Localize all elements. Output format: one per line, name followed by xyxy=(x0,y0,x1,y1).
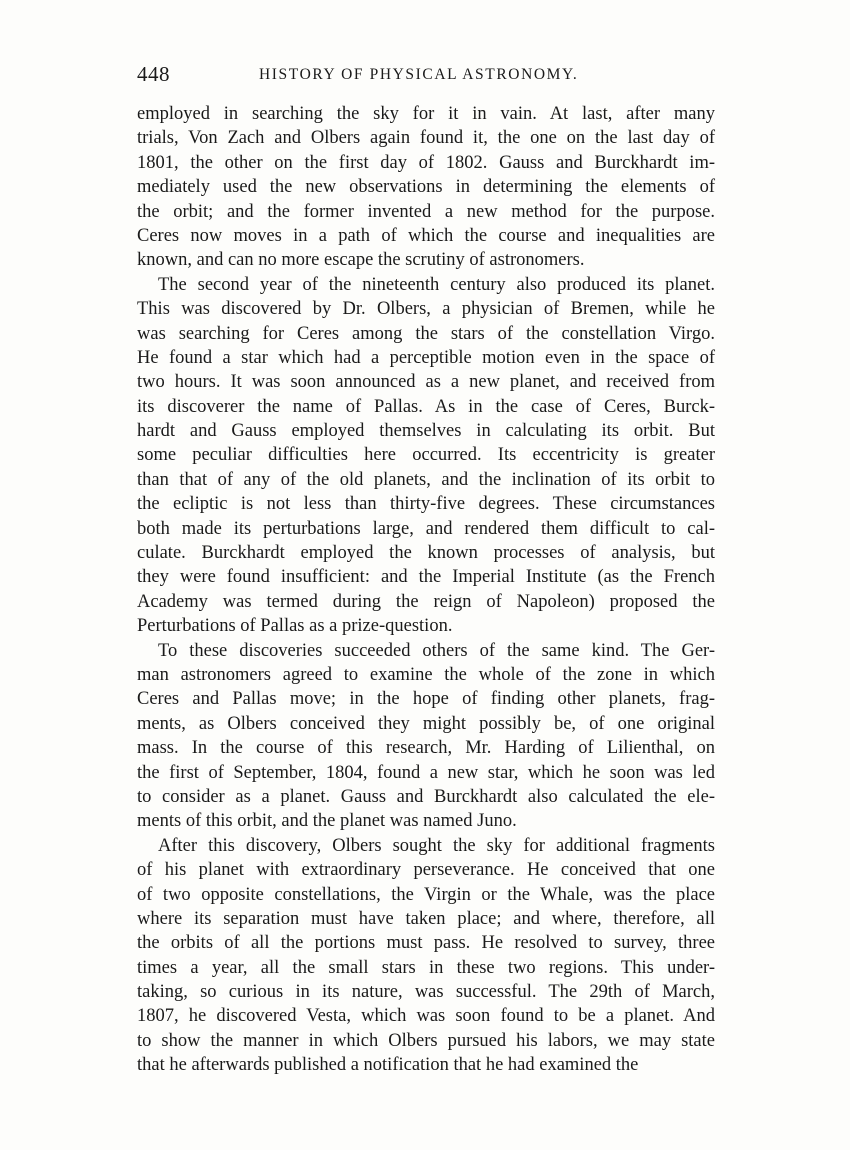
text-line: to consider as a planet. Gauss and Burckhardt also calculated the ele- xyxy=(137,786,715,807)
text-line: 1807, he discovered Vesta, which was soon found to be a planet. And xyxy=(137,1006,715,1027)
text-line: He found a star which had a perceptible motion even in the space of xyxy=(137,347,715,368)
text-line: ments, as Olbers conceived they might possibly be, of one original xyxy=(137,713,715,734)
text-line: The second year of the nineteenth century also produced its planet. xyxy=(158,274,715,295)
text-line: of his planet with extraordinary perseverance. He conceived that one xyxy=(137,860,715,881)
page-number: 448 xyxy=(137,62,170,86)
text-line: 1801, the other on the first day of 1802. Gauss and Burckhardt im- xyxy=(137,152,715,173)
paragraph xyxy=(137,273,715,639)
paragraph xyxy=(137,102,715,273)
body-text xyxy=(137,102,715,1078)
paragraph xyxy=(137,639,715,834)
text-line: This was discovered by Dr. Olbers, a physician of Bremen, while he xyxy=(137,299,715,320)
text-line: Perturbations of Pallas as a prize-question. xyxy=(137,616,453,637)
text-line: ments of this orbit, and the planet was named Juno. xyxy=(137,811,517,832)
text-line: After this discovery, Olbers sought the sky for additional fragments xyxy=(158,835,715,856)
text-line: they were found insufficient: and the Imperial Institute (as the French xyxy=(137,567,715,588)
text-line: hardt and Gauss employed themselves in calculating its orbit. But xyxy=(137,421,715,442)
text-line: the orbits of all the portions must pass. He resolved to survey, three xyxy=(137,933,715,954)
text-line: culate. Burckhardt employed the known processes of analysis, but xyxy=(137,543,715,564)
text-line: the ecliptic is not less than thirty-five degrees. These circumstances xyxy=(137,494,715,515)
text-line: Academy was termed during the reign of Napoleon) proposed the xyxy=(137,591,715,612)
text-line: the first of September, 1804, found a new star, which he soon was led xyxy=(137,762,715,783)
page-header xyxy=(137,62,715,90)
text-line: mediately used the new observations in determining the elements of xyxy=(137,177,715,198)
text-line: to show the manner in which Olbers pursued his labors, we may state xyxy=(137,1030,715,1051)
text-line: than that of any of the old planets, and the inclination of its orbit to xyxy=(137,469,715,490)
text-line: where its separation must have taken place; and where, therefore, all xyxy=(137,908,715,929)
text-line: Ceres now moves in a path of which the course and inequalities are xyxy=(137,225,715,246)
text-line: man astronomers agreed to examine the whole of the zone in which xyxy=(137,664,715,685)
text-line: mass. In the course of this research, Mr. Harding of Lilienthal, on xyxy=(137,738,715,759)
text-line: Ceres and Pallas move; in the hope of finding other planets, frag- xyxy=(137,689,715,710)
running-head: HISTORY OF PHYSICAL ASTRONOMY. xyxy=(259,66,579,83)
text-line: employed in searching the sky for it in vain. At last, after many xyxy=(137,104,715,124)
text-line: that he afterwards published a notification that he had examined the xyxy=(137,1055,639,1076)
text-line: times a year, all the small stars in these two regions. This under- xyxy=(137,957,715,978)
text-line: the orbit; and the former invented a new method for the purpose. xyxy=(137,201,715,222)
text-line: two hours. It was soon announced as a new planet, and received from xyxy=(137,372,715,393)
text-line: both made its perturbations large, and rendered them difficult to cal- xyxy=(137,518,715,539)
text-line: To these discoveries succeeded others of the same kind. The Ger- xyxy=(158,640,715,661)
text-line: of two opposite constellations, the Virgin or the Whale, was the place xyxy=(137,884,715,905)
text-line: taking, so curious in its nature, was successful. The 29th of March, xyxy=(137,982,715,1003)
text-line: trials, Von Zach and Olbers again found it, the one on the last day of xyxy=(137,128,715,149)
text-line: was searching for Ceres among the stars of the constellation Virgo. xyxy=(137,323,715,344)
paragraph xyxy=(137,834,715,1078)
text-line: its discoverer the name of Pallas. As in the case of Ceres, Burck- xyxy=(137,396,715,417)
text-line: some peculiar difficulties here occurred. Its eccentricity is greater xyxy=(137,445,715,466)
text-line: known, and can no more escape the scrutiny of astronomers. xyxy=(137,250,585,271)
